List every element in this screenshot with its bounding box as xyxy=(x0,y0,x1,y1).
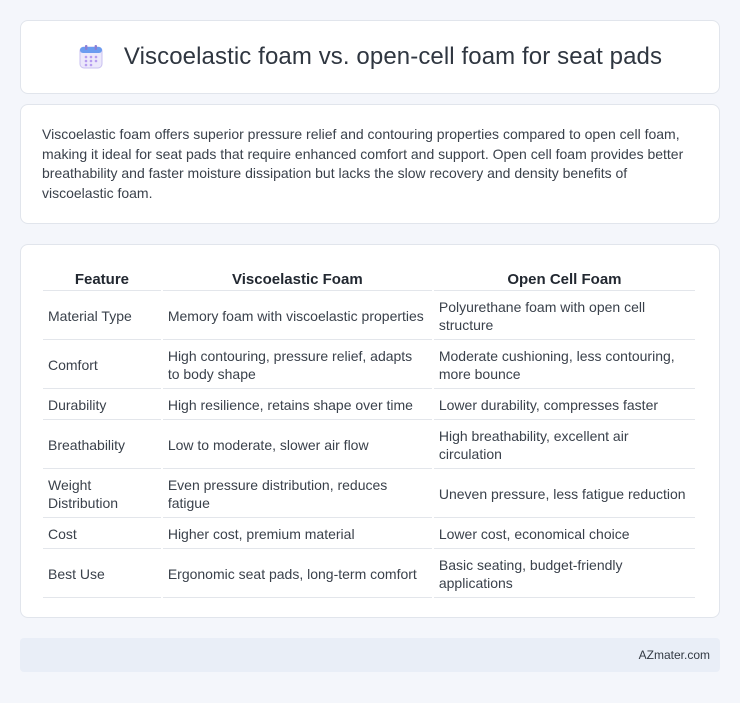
viscoelastic-cell: High resilience, retains shape over time xyxy=(163,391,432,420)
open-cell-cell: Moderate cushioning, less contouring, more bounce xyxy=(434,342,695,389)
table-row xyxy=(43,471,695,518)
table-row xyxy=(43,551,695,598)
open-cell-cell: High breathability, excellent air circulation xyxy=(434,422,695,469)
feature-cell: Material Type xyxy=(43,293,161,340)
title-card xyxy=(20,20,720,94)
open-cell-cell: Polyurethane foam with open cell structure xyxy=(434,293,695,340)
viscoelastic-cell: Even pressure distribution, reduces fatigue xyxy=(163,471,432,518)
summary-text: Viscoelastic foam offers superior pressure relief and contouring properties compared to open cell foam, making it ideal for seat pads that require enhanced comfort and support. Open cell foam provides better breathability and faster moisture dissipation but lacks the slow recovery and density benefits of viscoelastic foam. xyxy=(42,126,684,201)
open-cell-cell: Lower durability, compresses faster xyxy=(434,391,695,420)
open-cell-cell: Basic seating, budget-friendly applications xyxy=(434,551,695,598)
comparison-card xyxy=(20,244,720,618)
header-viscoelastic: Viscoelastic Foam xyxy=(163,267,432,291)
table-row xyxy=(43,391,695,420)
feature-cell: Best Use xyxy=(43,551,161,598)
open-cell-cell: Lower cost, economical choice xyxy=(434,520,695,549)
feature-cell: Weight Distribution xyxy=(43,471,161,518)
table-header-row xyxy=(43,267,695,291)
page-title: Viscoelastic foam vs. open-cell foam for seat pads xyxy=(123,43,663,70)
footer-brand: AZmater.com xyxy=(638,648,710,662)
viscoelastic-cell: Ergonomic seat pads, long-term comfort xyxy=(163,551,432,598)
table-row xyxy=(43,520,695,549)
viscoelastic-cell: Higher cost, premium material xyxy=(163,520,432,549)
table-row xyxy=(43,422,695,469)
header-open-cell: Open Cell Foam xyxy=(434,267,695,291)
feature-cell: Breathability xyxy=(43,422,161,469)
viscoelastic-cell: High contouring, pressure relief, adapts to body shape xyxy=(163,342,432,389)
comparison-table xyxy=(41,265,697,600)
header-feature: Feature xyxy=(43,267,161,291)
calendar-icon xyxy=(78,44,104,70)
table-row xyxy=(43,293,695,340)
footer xyxy=(20,638,720,672)
viscoelastic-cell: Memory foam with viscoelastic properties xyxy=(163,293,432,340)
feature-cell: Cost xyxy=(43,520,161,549)
viscoelastic-cell: Low to moderate, slower air flow xyxy=(163,422,432,469)
table-row xyxy=(43,342,695,389)
feature-cell: Durability xyxy=(43,391,161,420)
summary-card xyxy=(20,104,720,224)
feature-cell: Comfort xyxy=(43,342,161,389)
open-cell-cell: Uneven pressure, less fatigue reduction xyxy=(434,471,695,518)
